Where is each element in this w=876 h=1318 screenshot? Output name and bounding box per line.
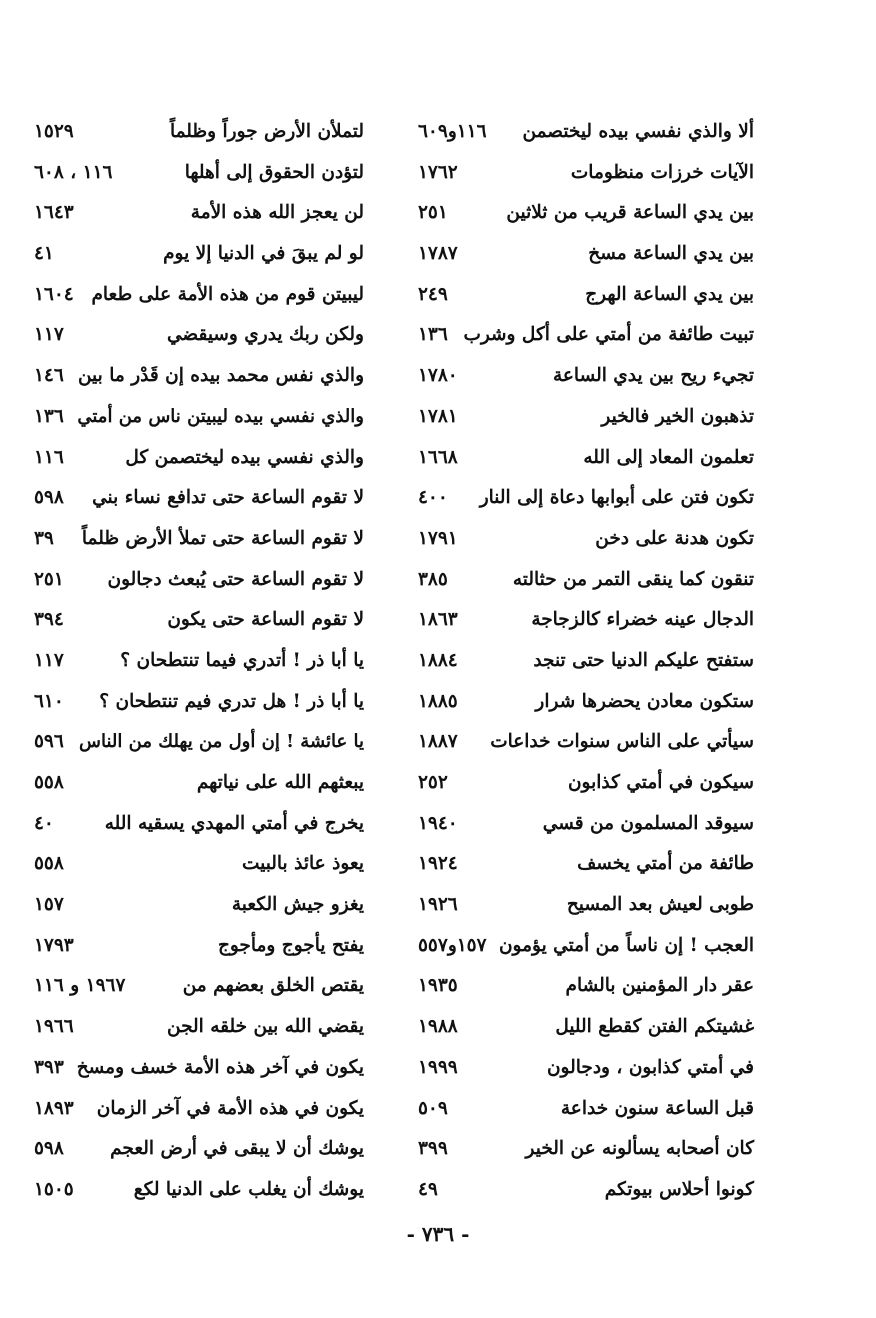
entry-text: الآيات خرزات منظومات: [570, 161, 754, 183]
index-entry: [34, 519, 364, 560]
index-entry: [418, 560, 754, 601]
entry-page-ref: ٤٠: [34, 812, 54, 834]
entry-text: يكون في آخر هذه الأمة خسف ومسخ: [76, 1056, 364, 1078]
index-entry: [418, 356, 754, 397]
index-entry: [34, 1170, 364, 1211]
entry-text: يخرج في أمتي المهدي يسقيه الله: [104, 812, 364, 834]
index-entry: [34, 234, 364, 275]
entry-text: كان أصحابه يسألونه عن الخير: [525, 1138, 754, 1160]
entry-page-ref: ٥٩٨: [34, 1138, 64, 1160]
index-entry: [418, 519, 754, 560]
entry-text: تجيء ريح بين يدي الساعة: [552, 365, 754, 387]
entry-text: بين يدي الساعة مسخ: [588, 243, 754, 265]
index-entry: [418, 397, 754, 438]
index-entry: [418, 763, 754, 804]
entry-text: والذي نفس محمد بيده إن قَدْر ما بين: [77, 365, 364, 387]
index-entry: [418, 722, 754, 763]
index-entry: [418, 844, 754, 885]
index-entry: [418, 966, 754, 1007]
index-entry: [34, 560, 364, 601]
index-entry: [418, 885, 754, 926]
entry-text: يعوذ عائذ بالبيت: [241, 853, 364, 875]
entry-text: لا تقوم الساعة حتى تملأ الأرض ظلماً: [81, 527, 364, 549]
index-entry: [418, 112, 754, 153]
entry-page-ref: ١٩٦٦: [34, 1016, 74, 1038]
entry-text: قبل الساعة سنون خداعة: [560, 1097, 754, 1119]
entry-page-ref: ٦١٠: [34, 690, 64, 712]
entry-page-ref: ١٧٨٠: [418, 365, 458, 387]
index-entry: [418, 1007, 754, 1048]
entry-text: بين يدي الساعة الهرج: [585, 283, 754, 305]
entry-page-ref: ٣٩٣: [34, 1056, 64, 1078]
entry-text: غشيتكم الفتن كقطع الليل: [555, 1016, 754, 1038]
index-entry: [34, 1007, 364, 1048]
entry-page-ref: ١٩٨٨: [418, 1016, 458, 1038]
index-entry: [34, 356, 364, 397]
index-entry: [418, 641, 754, 682]
entry-text: يوشك أن يغلب على الدنيا لكع: [133, 1178, 364, 1200]
entry-text: لا تقوم الساعة حتى تدافع نساء بني: [92, 487, 364, 509]
entry-page-ref: ٢٥٢: [418, 772, 448, 793]
entry-text: يغزو جيش الكعبة: [231, 894, 364, 916]
entry-page-ref: ١٩٢٤: [418, 853, 458, 875]
entry-page-ref: ١٩٣٥: [418, 975, 458, 997]
entry-page-ref: ١١٧: [34, 324, 64, 346]
entry-page-ref: ٣٩٩: [418, 1138, 448, 1160]
entry-page-ref: ١٩٤٠: [418, 812, 458, 834]
entry-page-ref: ١٦٤٣: [34, 202, 74, 224]
index-entry: [34, 885, 364, 926]
index-entry: [34, 600, 364, 641]
entry-text: الدجال عينه خضراء كالزجاجة: [531, 609, 754, 631]
entry-text: ألا والذي نفسي بيده ليختصمن: [522, 121, 754, 142]
index-entry: [418, 1129, 754, 1170]
entry-text: تعلمون المعاد إلى الله: [583, 446, 754, 468]
index-entry: [418, 600, 754, 641]
entry-page-ref: ١٤٦: [34, 365, 64, 387]
entry-text: سيأتي على الناس سنوات خداعات: [490, 731, 754, 753]
entry-page-ref: ١٨٨٤: [418, 649, 458, 671]
index-entry: [418, 1089, 754, 1130]
left-index-column: [34, 112, 364, 1211]
index-entry: [34, 966, 364, 1007]
entry-page-ref: ١٧٩٣: [34, 934, 74, 956]
entry-text: لا تقوم الساعة حتى يُبعث دجالون: [107, 568, 364, 590]
entry-text: طائفة من أمتي يخسف: [577, 853, 754, 875]
entry-text: كونوا أحلاس بيوتكم: [604, 1178, 754, 1200]
index-entry: [418, 153, 754, 194]
entry-page-ref: ١٧٨٧: [418, 243, 458, 265]
entry-text: يقتص الخلق بعضهم من: [182, 975, 364, 997]
index-entry: [418, 234, 754, 275]
entry-text: تكون فتن على أبوابها دعاة إلى النار: [479, 487, 754, 509]
entry-text: لتملأن الأرض جوراً وظلماً: [169, 121, 364, 142]
entry-page-ref: ٢٤٩: [418, 283, 448, 305]
entry-page-ref: ٣٩٤: [34, 609, 64, 631]
entry-text: ستفتح عليكم الدنيا حتى تنجد: [533, 649, 754, 671]
entry-text: يفتح يأجوج ومأجوج: [217, 934, 364, 956]
index-entry: [34, 1048, 364, 1089]
index-entry: [34, 112, 364, 153]
entry-text: لتؤدن الحقوق إلى أهلها: [184, 161, 364, 183]
entry-page-ref: ٣٩: [34, 527, 54, 549]
entry-text: تكون هدنة على دخن: [595, 527, 754, 549]
entry-text: في أمتي كذابون ، ودجالون: [546, 1056, 754, 1078]
index-entry: [34, 804, 364, 845]
entry-page-ref: ٥٠٩: [418, 1097, 448, 1119]
entry-page-ref: ٤١: [34, 243, 54, 265]
index-entry: [34, 844, 364, 885]
entry-text: يقضي الله بين خلقه الجن: [166, 1016, 364, 1038]
entry-text: لا تقوم الساعة حتى يكون: [167, 609, 364, 631]
entry-page-ref: ١٩٦٧ و ١١٦: [34, 975, 126, 997]
index-entry: [34, 315, 364, 356]
index-entry: [418, 682, 754, 723]
entry-text: تنقون كما ينقى التمر من حثالته: [512, 568, 754, 590]
entry-page-ref: ١٧٨١: [418, 405, 458, 427]
index-entry: [34, 153, 364, 194]
entry-page-ref: ١٧٦٢: [418, 161, 458, 183]
entry-page-ref: ١٥٧: [34, 894, 64, 916]
index-entry: [34, 193, 364, 234]
entry-page-ref: ١٨٦٣: [418, 609, 458, 631]
entry-text: لن يعجز الله هذه الأمة: [190, 202, 364, 224]
entry-page-ref: ٥٩٦: [34, 731, 64, 753]
entry-text: والذي نفسي بيده ليبيتن ناس من أمتي: [77, 405, 364, 427]
entry-text: سيوقد المسلمون من قسي: [542, 812, 754, 834]
index-entry: [34, 1089, 364, 1130]
index-entry: [418, 1170, 754, 1211]
entry-page-ref: ١٨٨٥: [418, 690, 458, 712]
entry-page-ref: ١٩٢٦: [418, 894, 458, 916]
index-entry: [418, 275, 754, 316]
entry-page-ref: ٥٥٨: [34, 772, 64, 793]
index-entry: [34, 478, 364, 519]
right-index-column: [418, 112, 754, 1211]
entry-page-ref: ٣٨٥: [418, 568, 448, 590]
page-number: - ٧٣٦ -: [406, 1222, 470, 1246]
entry-page-ref: ١٦٠٤: [34, 283, 74, 305]
entry-text: ستكون معادن يحضرها شرار: [535, 690, 754, 712]
index-entry: [34, 763, 364, 804]
index-entry: [418, 478, 754, 519]
entry-page-ref: ٤٩: [418, 1178, 438, 1200]
entry-text: ولكن ربك يدري وسيقضي: [167, 324, 364, 346]
entry-text: والذي نفسي بيده ليختصمن كل: [125, 446, 364, 468]
entry-text: ليبيتن قوم من هذه الأمة على طعام: [91, 283, 364, 305]
entry-text: تذهبون الخير فالخير: [601, 405, 754, 427]
index-entry: [418, 193, 754, 234]
entry-text: يا أبا ذر ! أتدري فيما تنتطحان ؟: [120, 649, 364, 671]
index-entry: [34, 397, 364, 438]
entry-page-ref: ١١٦: [34, 446, 64, 468]
entry-page-ref: ١٥٢٩: [34, 121, 74, 142]
entry-text: يا عائشة ! إن أول من يهلك من الناس: [79, 731, 364, 753]
entry-page-ref: ١٦٦٨: [418, 446, 458, 468]
index-entry: [418, 804, 754, 845]
entry-text: تبيت طائفة من أمتي على أكل وشرب: [463, 324, 754, 346]
entry-page-ref: ١١٦ ، ٦٠٨: [34, 161, 113, 183]
entry-text: طوبى لعيش بعد المسيح: [566, 894, 754, 916]
entry-text: يوشك أن لا يبقى في أرض العجم: [110, 1138, 364, 1160]
entry-page-ref: ٥٩٨: [34, 487, 64, 509]
entry-text: يكون في هذه الأمة في آخر الزمان: [96, 1097, 364, 1119]
entry-text: يبعثهم الله على نياتهم: [196, 772, 364, 793]
entry-page-ref: ١٧٩١: [418, 527, 458, 549]
entry-page-ref: ١٣٦: [418, 324, 448, 346]
entry-page-ref: ١١٦و٦٠٩: [418, 121, 487, 142]
index-entry: [418, 438, 754, 479]
index-entry: [34, 722, 364, 763]
entry-text: لو لم يبقَ في الدنيا إلا يوم: [163, 243, 364, 265]
index-entry: [418, 926, 754, 967]
index-entry: [34, 1129, 364, 1170]
entry-text: يا أبا ذر ! هل تدري فيم تنتطحان ؟: [99, 690, 364, 712]
index-entry: [34, 682, 364, 723]
entry-text: العجب ! إن ناساً من أمتي يؤمون: [498, 934, 754, 956]
index-entry: [34, 641, 364, 682]
entry-page-ref: ١١٧: [34, 649, 64, 671]
entry-text: سيكون في أمتي كذابون: [567, 772, 754, 793]
entry-page-ref: ٥٥٨: [34, 853, 64, 875]
entry-page-ref: ١٩٩٩: [418, 1056, 458, 1078]
entry-page-ref: ١٨٨٧: [418, 731, 458, 753]
entry-page-ref: ١٥٠٥: [34, 1178, 74, 1200]
entry-text: بين يدي الساعة قريب من ثلاثين: [506, 202, 754, 224]
entry-page-ref: ١٣٦: [34, 405, 64, 427]
index-entry: [34, 275, 364, 316]
index-entry: [418, 315, 754, 356]
entry-page-ref: ٤٠٠: [418, 487, 448, 509]
index-entry: [34, 438, 364, 479]
entry-page-ref: ١٥٧و٥٥٧: [418, 934, 487, 956]
entry-page-ref: ٢٥١: [418, 202, 448, 224]
entry-page-ref: ١٨٩٣: [34, 1097, 74, 1119]
entry-page-ref: ٢٥١: [34, 568, 64, 590]
index-entry: [418, 1048, 754, 1089]
index-entry: [34, 926, 364, 967]
entry-text: عقر دار المؤمنين بالشام: [565, 975, 754, 997]
